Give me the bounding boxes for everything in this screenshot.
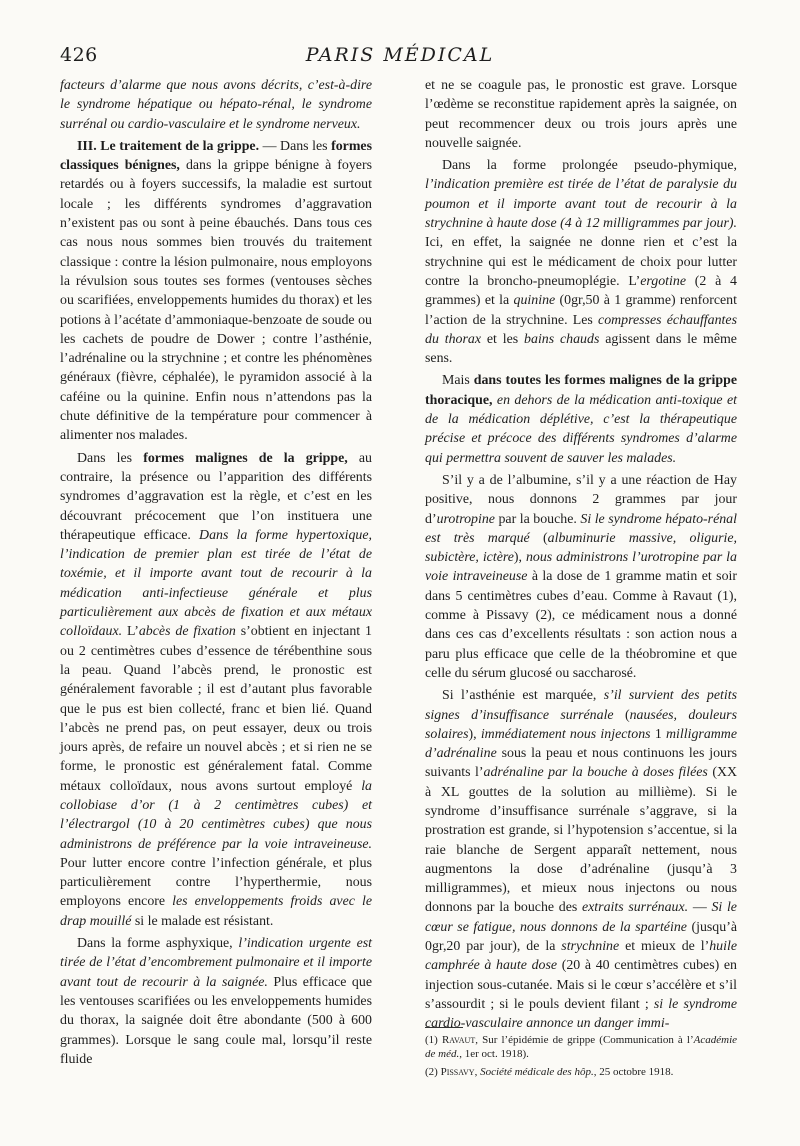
running-title: PARIS MÉDICAL <box>305 44 495 66</box>
paragraph <box>425 471 737 683</box>
text-span: au contraire, la présence ou l’apparition des différents syndromes d’aggravation est la règle, et c’est en les découvrant précocement que l’on instituera une thérapeutique efficace. <box>60 450 372 543</box>
text-span: si le malade est résistant. <box>131 913 274 929</box>
text-span: compresses échauffantes du thorax <box>425 312 737 347</box>
text-span: Mais <box>442 373 474 389</box>
text-span: ), <box>468 726 481 742</box>
text-span: en dehors de la médication anti-toxique et de la médication déplétive, c’est la thérapeutique précise et précoce des différents syndromes d’alarme qui permettra souvent de sauver les malades. <box>425 392 737 466</box>
text-span: par la bouche. <box>494 511 581 527</box>
text-span: la collobiase d’or (1 à 2 centimètres cubes) et l’électrargol (10 à 20 centimètres cubes) que nous administrons de préférence par la voie intraveineuse. <box>60 778 372 852</box>
text-span: Académie de méd. <box>425 1034 738 1060</box>
text-span: ( <box>613 707 630 723</box>
text-span: adrénaline par la bouche à doses filées <box>483 765 708 781</box>
text-span: Dans la forme prolongée pseudo-phymique, <box>442 158 737 174</box>
text-span: Si le syndrome hépato-rénal est très marqué <box>425 511 737 546</box>
footnote-1 <box>425 1033 737 1061</box>
text-span: , <box>474 1066 481 1078</box>
text-span: dans la grippe bénigne à foyers retardés ou à foyers successifs, la maladie est surtout locale ; les différents syndromes d’aggravation n’existent pas ou sont à peine ébauchés. Dans tous ces cas nous nous sommes bien trouvés du traitement classique : contre la lésion pulmonaire, nous employons la révulsion sous toutes ses formes (ventouses sèches ou scarifiées, enveloppements humides du thorax) et les potions à l’acétate d’ammoniaque-benzoate de soude ou les cachets de poudre de Dower ; contre l’asthénie, l’adrénaline ou la strychnine ; et contre les phénomènes généraux (fièvre, céphalée), le pyramidon associé à la caféine ou la quinine. Enfin nous n’attendons pas la chute définitive de la température pour commencer à alimenter nos malades. <box>60 158 372 444</box>
text-span: huile camphrée à haute dose <box>425 939 737 974</box>
text-span: — <box>688 900 712 916</box>
text-span: dans toutes les formes malignes de la grippe thoracique, <box>425 373 737 408</box>
text-span: ( <box>529 530 548 546</box>
text-span: albuminurie massive, oligurie, subictère, ictère <box>425 530 737 566</box>
paragraph <box>425 686 737 1033</box>
text-span: L’ <box>122 624 139 640</box>
paragraph <box>425 76 737 153</box>
paragraph <box>425 371 737 467</box>
text-span: quinine <box>513 293 556 309</box>
page-number: 426 <box>60 44 98 66</box>
text-span: 1 <box>650 726 667 742</box>
text-span: Dans la forme hypertoxique, l’indication de premier plan est tirée de l’état de toxémie, et il importe avant tout de recourir à la médication anti-infectieuse générale et plus particulièrement aux abcès de fixation et aux métaux colloïdaux. <box>60 527 372 640</box>
text-span: et ne se coagule pas, le pronostic est grave. Lorsque l’œdème se reconstitue rapidement après la saignée, on peut recommencer deux ou trois jours après une nouvelle saignée. <box>425 78 737 151</box>
text-span: Plus efficace que les ventouses scarifiées ou les enveloppements humides du thorax, la saignée doit être abondante (500 à 600 grammes). Lorsque le sang coule mal, lorsqu’il reste fluide <box>60 974 372 1067</box>
text-span: Pour lutter encore contre l’infection générale, et plus particulièrement contre l’hyperthermie, nous employons encore <box>60 855 372 910</box>
text-span: bains chauds <box>524 331 600 347</box>
text-span: formes malignes de la grippe, <box>143 450 348 466</box>
text-span: et mieux de l’ <box>619 939 710 955</box>
text-span: Dans les <box>77 450 144 466</box>
text-span: s’il survient des petits signes d’insuffisance surrénale <box>425 688 737 723</box>
text-span: agissent dans le même sens. <box>425 331 737 367</box>
text-span: Si le cœur se fatigue, nous donnons de la spartéine <box>425 900 737 935</box>
text-span: Ici, en effet, la saignée ne donne rien et c’est la strychnine qui est le médicament de choix pour lutter contre la broncho-pneumoplégie. L’ <box>425 235 737 289</box>
text-span: , 25 octobre 1918. <box>593 1066 674 1078</box>
right-column <box>425 76 737 1037</box>
text-span: nous administrons l’urotropine par la voie intraveineuse <box>425 550 737 585</box>
text-span: ergotine <box>640 273 686 289</box>
text-span: s’obtient en injectant 1 ou 2 centimètres cubes d’essence de térébenthine sous la peau. Quand l’abcès prend, le pronostic est généralement favorable ; il est d’autant plus favorable que le pus est bien collecté, franc et bien lié. Quand l’abcès ne prend pas, on peut essayer, deux ou trois jours après, de refaire un nouvel abcès ; et si rien ne se forme, le pronostic est généralement fatal. Comme métaux colloïdaux, nous avons surtout employé <box>60 624 372 794</box>
text-span: Dans la forme asphyxique, <box>77 936 239 952</box>
text-span: l’indication première est tirée de l’état de paralysie du poumon et il importe avant tout de recourir à la strychnine à haute dose (4 à 12 milligrammes par jour). <box>425 177 737 232</box>
text-span: , Sur l’épidémie de grippe (Communication à l’ <box>475 1034 694 1046</box>
left-column <box>60 76 372 1072</box>
text-span: ), <box>513 550 526 566</box>
text-span: — Dans les <box>259 138 332 154</box>
paragraph <box>60 449 372 931</box>
text-span: abcès de fixation <box>138 624 236 640</box>
text-span: nausées, douleurs solaires <box>425 707 737 742</box>
text-span: Si l’asthénie est marquée, <box>442 688 604 704</box>
text-span: Ravaut <box>441 1034 476 1046</box>
text-span: à la dose de 1 gramme matin et soir dans 5 centimètres cubes d’eau. Comme à Ravaut (1), comme à Pissavy (2), ce médicament nous a donné dans ces cas d’excellents résultats : son action nous a paru plus efficace que celle de la théobromine et que celle du sérum glucosé ou saccharosé. <box>425 569 737 681</box>
text-span: milligramme d’adrénaline <box>425 726 738 762</box>
text-span: urotropine <box>436 511 495 527</box>
footnote-separator <box>425 1027 463 1028</box>
text-span: S’il y a de l’albumine, s’il y a une réaction de Hay positive, nous donnons 2 grammes par jour d’ <box>425 472 737 527</box>
paragraph <box>60 76 372 134</box>
footnote-2 <box>425 1065 737 1079</box>
text-span: (0gr,50 à 1 gramme) renforcent l’action de la strychnine. Les <box>425 293 737 328</box>
text-span: Société médicale des hôp. <box>480 1066 594 1078</box>
paragraph <box>60 137 372 446</box>
text-span: (XX à XL gouttes de la solution au millième). Si le syndrome d’insuffisance surrénale s’aggrave, si la prostration est grande, si l’hypotension s’accentue, si la raie blanche de Sergent apparaît nettement, nous augmentons la dose d’adrénaline (jusqu’à 3 milligrammes), et mieux nous injectons ou nous donnons par la bouche des <box>425 765 738 916</box>
text-span: (2) <box>425 1066 441 1078</box>
section-heading: III. Le traitement de la grippe. <box>77 138 260 154</box>
text-span: l’indication urgente est tirée de l’état d’encombrement pulmonaire et il importe avant tout de recourir à la saignée. <box>60 936 373 990</box>
text-span: strychnine <box>561 939 620 955</box>
text-span: et les <box>481 331 525 347</box>
text-span: facteurs d’alarme que nous avons décrits, c’est-à-dire le syndrome hépatique ou hépato-rénal, le syndrome surrénal ou cardio-vasculaire et le syndrome nerveux. <box>60 78 372 132</box>
text-span: (jusqu’à 0gr,20 par jour), de la <box>425 919 737 955</box>
paragraph <box>425 156 737 368</box>
text-span: formes classiques bénignes, <box>60 138 372 174</box>
text-span: si le syndrome cardio-vasculaire annonce un danger immi- <box>425 996 738 1032</box>
text-span: Pissavy <box>440 1066 475 1078</box>
text-span: extraits surrénaux. <box>581 900 689 916</box>
text-span: les enveloppements froids avec le drap mouillé <box>60 894 373 929</box>
text-span: (20 à 40 centimètres cubes) en injection sous-cutanée. Mais si le cœur s’accélère et s’il s’assourdit ; si le pouls devient filant ; <box>425 958 737 1012</box>
text-span: (2 à 4 grammes) et la <box>425 273 737 309</box>
text-span: , 1er oct. 1918). <box>459 1048 529 1060</box>
text-span: (1) <box>425 1034 442 1046</box>
text-span: sous la peau et nous continuons les jours suivants l’ <box>425 746 737 781</box>
text-span: immédiatement nous injectons <box>480 726 651 742</box>
paragraph <box>60 934 372 1069</box>
